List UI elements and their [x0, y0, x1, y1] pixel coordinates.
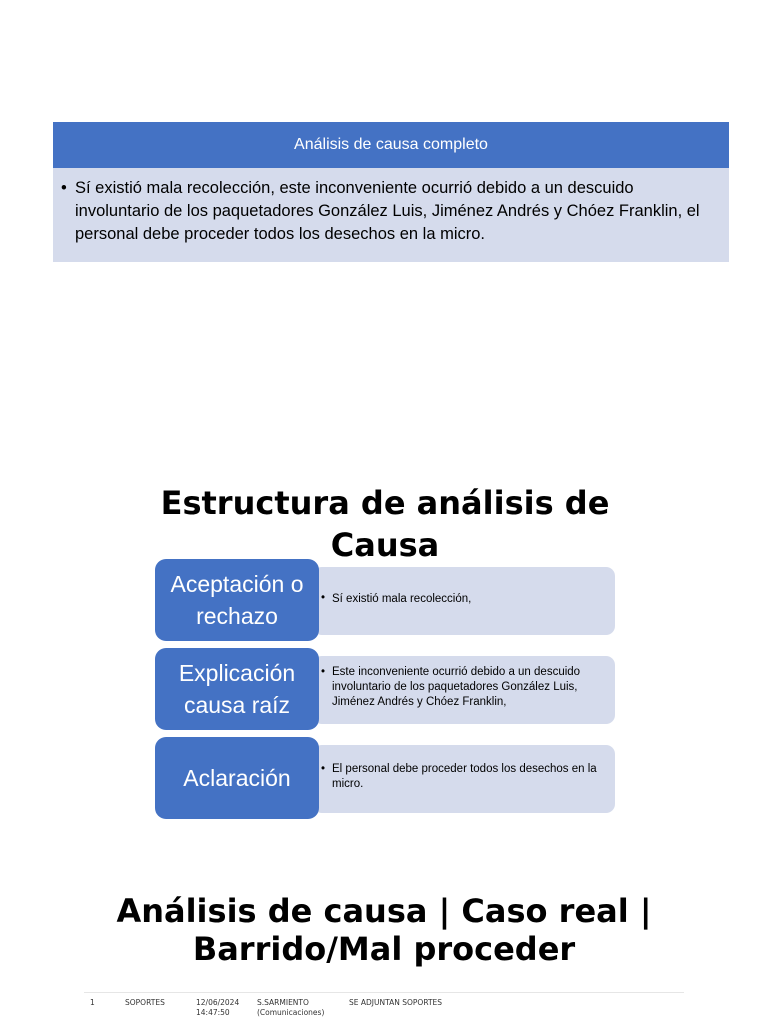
row-detail-text: Sí existió mala recolección, [332, 592, 472, 605]
structure-row-clarification [155, 737, 615, 819]
row-detail [313, 745, 615, 813]
row-date: 12/06/2024 [196, 998, 240, 1007]
row-department: (Comunicaciones) [257, 1008, 325, 1017]
structure-row-acceptance [155, 559, 615, 641]
analysis-table [53, 122, 729, 262]
row-detail-text: El personal debe proceder todos los desechos en la micro. [332, 763, 597, 790]
bullet-icon: • [321, 592, 326, 604]
row-user: S.SARMIENTO [257, 998, 309, 1007]
bullet-icon: • [321, 666, 326, 678]
row-time: 14:47:50 [196, 1008, 230, 1017]
row-detail-text: Este inconveniente ocurrió debido a un descuido involuntario de los paquetadores González Luis, Jiménez Andrés y Chóez Franklin, [332, 666, 581, 708]
case-title: Análisis de causa | Caso real | Barrido/Mal proceder [116, 892, 652, 968]
bullet-icon: • [61, 179, 67, 197]
row-label: Aceptación o rechazo [155, 559, 319, 641]
row-detail [313, 656, 615, 724]
bullet-icon: • [321, 763, 326, 775]
table-row [84, 992, 684, 1025]
row-label: Explicación causa raíz [155, 648, 319, 730]
row-type: SOPORTES [125, 998, 165, 1007]
table-header: Análisis de causa completo [53, 122, 729, 168]
row-note: SE ADJUNTAN SOPORTES [349, 998, 443, 1007]
structure-row-root-cause [155, 648, 615, 730]
row-detail [313, 567, 615, 635]
table-body [53, 168, 729, 262]
row-label: Aclaración [155, 737, 319, 819]
row-number: 1 [90, 998, 95, 1007]
table-body-text: Sí existió mala recolección, este inconveniente ocurrió debido a un descuido involuntario de los paquetadores González Luis, Jiménez Andrés y Chóez Franklin, el personal debe proceder todos los desechos en la micro. [75, 179, 700, 243]
structure-title: Estructura de análisis de Causa [160, 484, 610, 564]
